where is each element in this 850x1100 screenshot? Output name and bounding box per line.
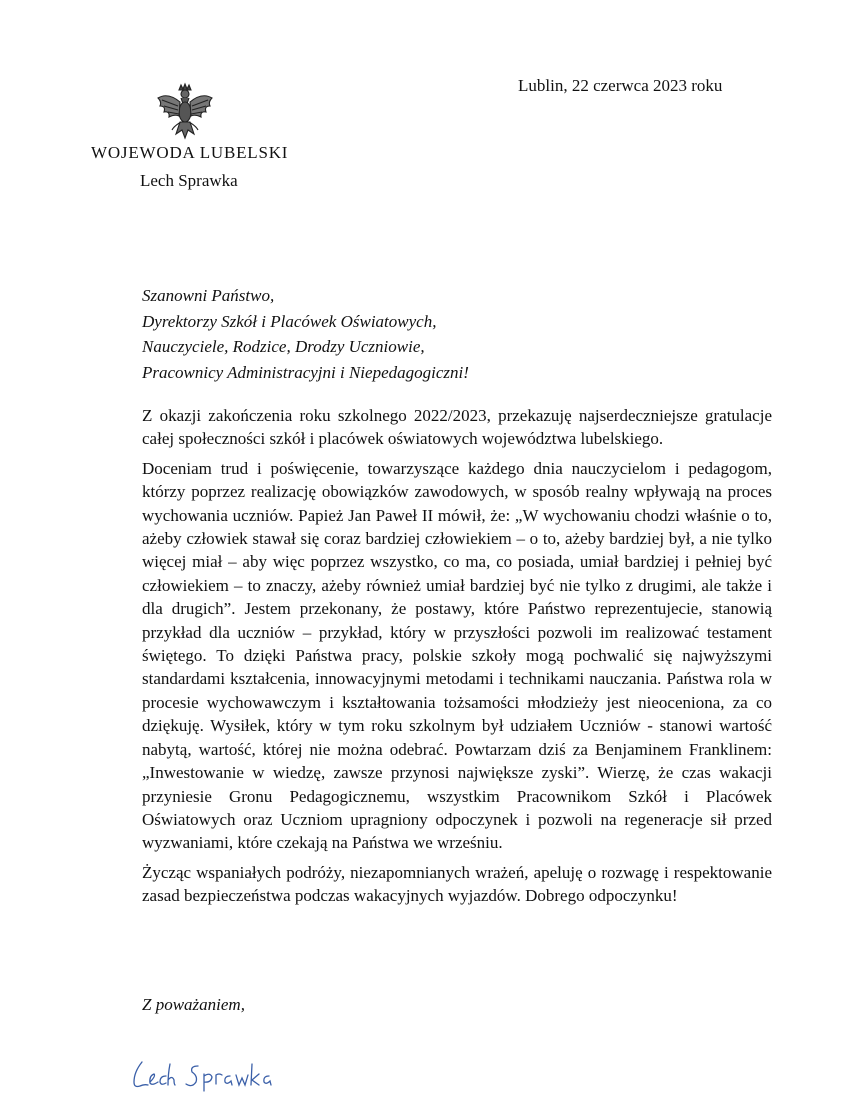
body-paragraph: Życząc wspaniałych podróży, niezapomnianych wrażeń, apeluję o rozwagę i respektowanie zasad bezpieczeństwa podczas wakacyjnych wyjazdów. Dobrego odpoczynku! xyxy=(142,862,772,906)
polish-eagle-emblem-icon xyxy=(152,82,218,144)
salutation-line: Pracownicy Administracyjni i Niepedagogiczni! xyxy=(142,362,469,382)
salutation-block xyxy=(142,283,469,385)
official-name: Lech Sprawka xyxy=(140,171,238,190)
letter-date: Lublin, 22 czerwca 2023 roku xyxy=(518,76,723,95)
salutation-line: Szanowni Państwo, xyxy=(142,286,275,305)
handwritten-signature xyxy=(128,1058,288,1092)
office-title: WOJEWODA LUBELSKI xyxy=(91,143,289,162)
closing-formula: Z poważaniem, xyxy=(142,995,245,1014)
body-paragraph: Z okazji zakończenia roku szkolnego 2022/2023, przekazuję najserdeczniejsze gratulacje całej społeczności szkół i placówek oświatowych województwa lubelskiego. xyxy=(142,406,772,449)
letter-body xyxy=(142,404,772,914)
body-paragraph: Doceniam trud i poświęcenie, towarzyszące każdego dnia nauczycielom i pedagogom, którzy poprzez realizację obowiązków zawodowych, w sposób realny wpływają na proces wychowania uczniów. Papież Jan Paweł II mówił, że: „W wychowaniu chodzi właśnie o to, ażeby człowiek stawał się coraz bardziej człowiekiem – o to, ażeby bardziej był, a nie tylko więcej miał – aby więc poprzez wszystko, co ma, co posiada, umiał bardziej i pełniej być człowiekiem – to znaczy, ażeby również umiał bardziej być nie tylko z drugimi, ale także i dla drugich”. Jestem przekonany, że postawy, które Państwo reprezentujecie, stanowią przykład dla uczniów – przykład, który w przyszłości pozwoli im realizować testament świętego. To dzięki Państwa pracy, polskie szkoły mogą pochwalić się najwyższymi standardami kształcenia, innowacyjnymi metodami i technikami nauczania. Państwa rola w procesie wychowawczym i kształtowania tożsamości młodzieży jest nieoceniona, za co dziękuję. Wysiłek, który w tym roku szkolnym był udziałem Uczniów - stanowi wartość nabytą, wartość, której nie można odebrać. Powtarzam dziś za Benjaminem Franklinem: „Inwestowanie w wiedzę, zawsze przynosi największe zyski”. Wierzę, że czas wakacji przyniesie Gronu Pedagogicznemu, wszystkim Pracownikom Szkół i Placówek Oświatowych oraz Uczniom upragniony odpoczynek i pozwoli na regeneracje sił przed wyzwaniami, które czekają na Państwa we wrześniu. xyxy=(142,458,772,853)
salutation-line: Dyrektorzy Szkół i Placówek Oświatowych, xyxy=(142,311,437,331)
salutation-line: Nauczyciele, Rodzice, Drodzy Uczniowie, xyxy=(142,337,425,356)
